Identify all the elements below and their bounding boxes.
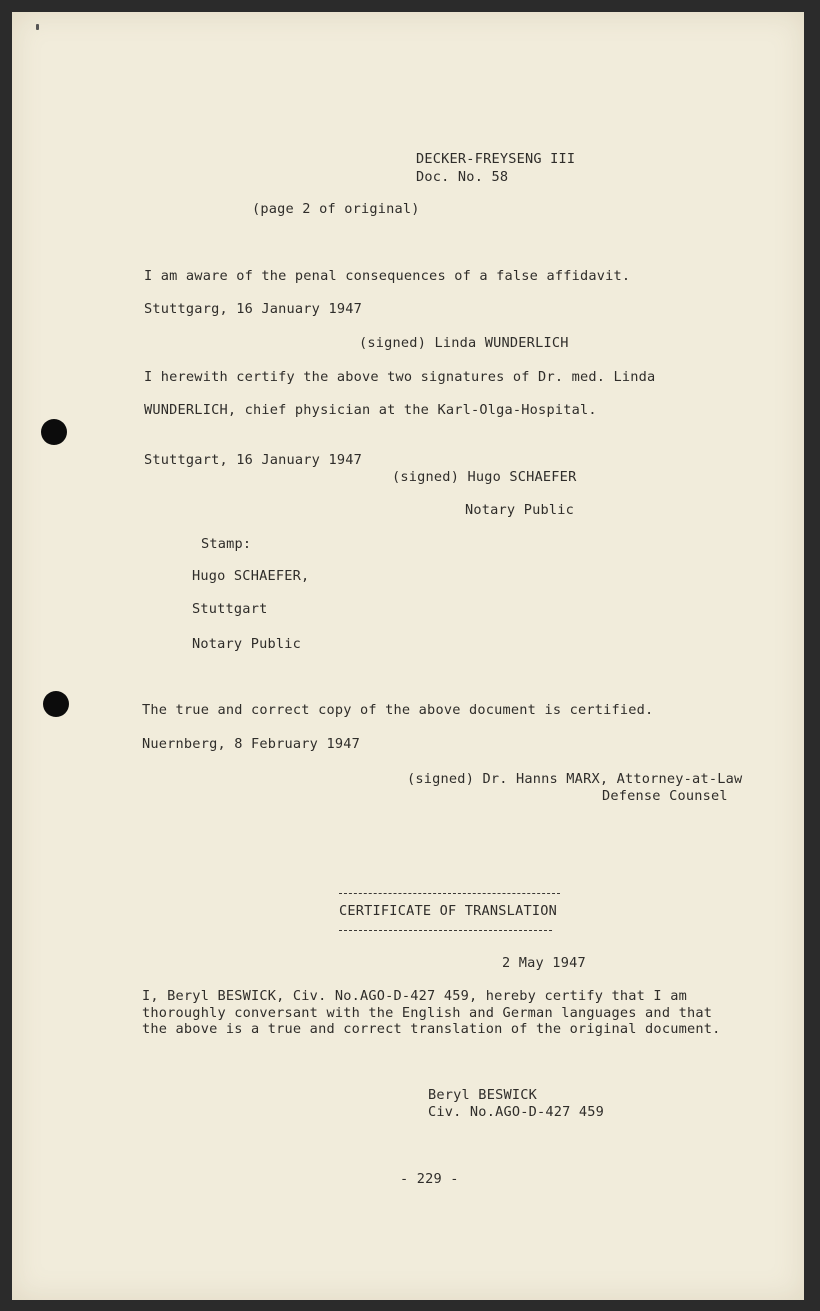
translation-line-2: thoroughly conversant with the English and German languages and that: [142, 1005, 713, 1021]
copy-certification-statement: The true and correct copy of the above document is certified.: [142, 702, 654, 718]
case-title: DECKER-FREYSENG III: [416, 151, 576, 167]
certification-line-1: I herewith certify the above two signatures of Dr. med. Linda: [144, 369, 656, 385]
certification-place-date: Stuttgart, 16 January 1947: [144, 452, 362, 468]
copy-certification-place-date: Nuernberg, 8 February 1947: [142, 736, 360, 752]
affidavit-statement: I am aware of the penal consequences of a false affidavit.: [144, 268, 631, 284]
defense-counsel-signature: (signed) Dr. Hanns MARX, Attorney-at-Law: [407, 771, 743, 787]
doc-number: Doc. No. 58: [416, 169, 509, 185]
heading-rule-bottom: [339, 930, 552, 931]
punch-hole-bottom: [43, 691, 69, 717]
translation-line-3: the above is a true and correct translation of the original document.: [142, 1021, 721, 1037]
page-number: - 229 -: [400, 1171, 459, 1187]
translation-line-1: I, Beryl BESWICK, Civ. No.AGO-D-427 459, hereby certify that I am: [142, 988, 687, 1004]
translation-heading: CERTIFICATE OF TRANSLATION: [339, 903, 557, 919]
heading-rule-top: [339, 893, 560, 894]
translator-name: Beryl BESWICK: [428, 1087, 537, 1103]
page-of-original-note: (page 2 of original): [252, 201, 420, 217]
translator-civ-number: Civ. No.AGO-D-427 459: [428, 1104, 605, 1120]
punch-hole-top: [41, 419, 67, 445]
affidavit-signature: (signed) Linda WUNDERLICH: [359, 335, 569, 351]
ink-speck: [36, 24, 39, 30]
stamp-title: Notary Public: [192, 636, 301, 652]
defense-counsel-role: Defense Counsel: [602, 788, 728, 804]
affidavit-place-date: Stuttgarg, 16 January 1947: [144, 301, 362, 317]
certification-line-2: WUNDERLICH, chief physician at the Karl-Olga-Hospital.: [144, 402, 597, 418]
notary-signature: (signed) Hugo SCHAEFER: [392, 469, 577, 485]
stamp-label: Stamp:: [201, 536, 252, 552]
notary-title: Notary Public: [465, 502, 574, 518]
stamp-city: Stuttgart: [192, 601, 268, 617]
stamp-name: Hugo SCHAEFER,: [192, 568, 310, 584]
translation-date: 2 May 1947: [502, 955, 586, 971]
document-page: [12, 12, 804, 1300]
